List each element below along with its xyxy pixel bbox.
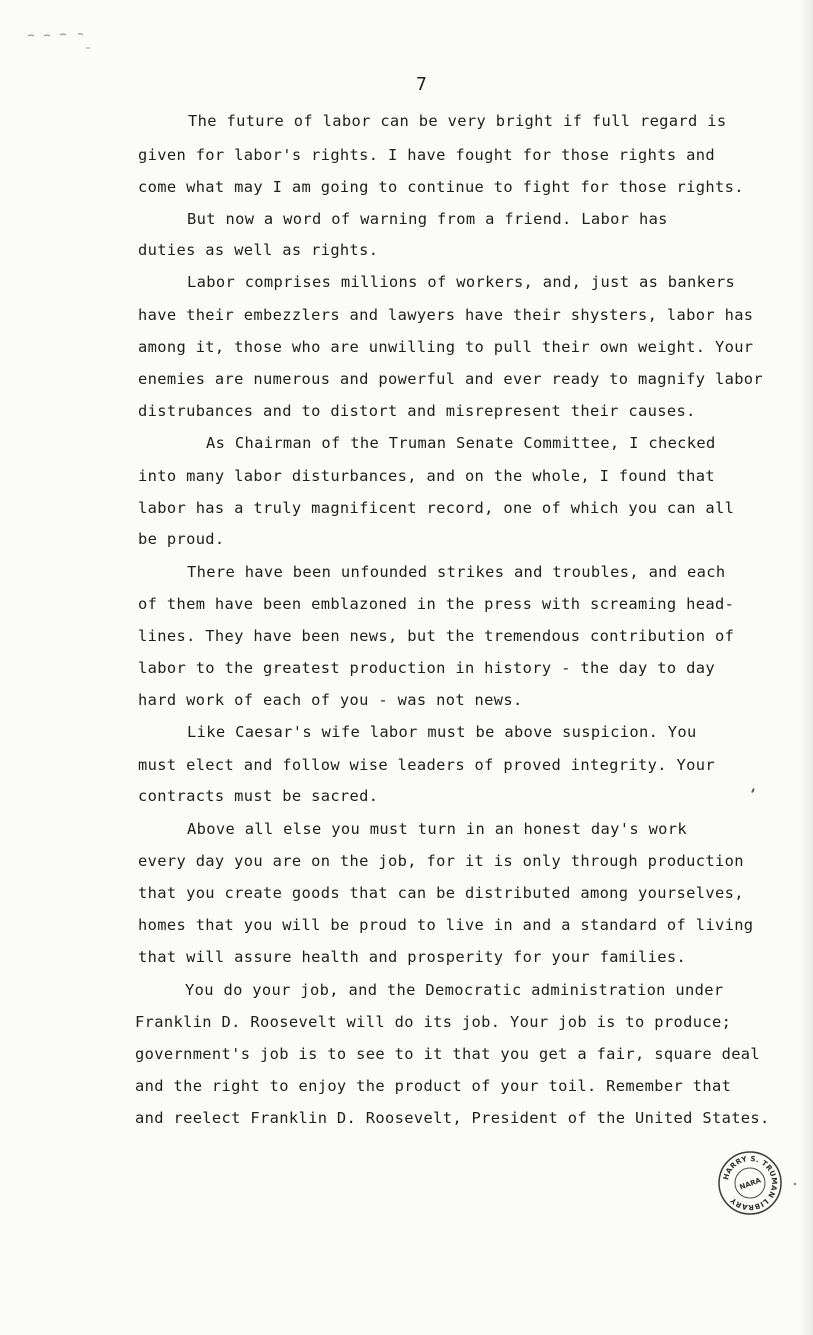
paragraph-line: that you create goods that can be distributed among yourselves, <box>138 884 744 902</box>
paragraph-line: must elect and follow wise leaders of proved integrity. Your <box>138 756 715 774</box>
paragraph-line: Above all else you must turn in an honest day's work <box>187 820 688 838</box>
paragraph-line: into many labor disturbances, and on the whole, I found that <box>138 467 715 485</box>
paragraph-line: But now a word of warning from a friend. Labor has <box>187 210 668 228</box>
paragraph-line: You do your job, and the Democratic administration under <box>185 981 724 999</box>
paragraph-line: contracts must be sacred. <box>138 787 379 805</box>
paragraph-line: homes that you will be proud to live in and a standard of living <box>138 916 754 934</box>
paragraph-line: labor has a truly magnificent record, one of which you can all <box>138 499 735 517</box>
paragraph-line: given for labor's rights. I have fought for those rights and <box>138 146 715 164</box>
library-stamp <box>717 1150 783 1216</box>
paragraph-line: government's job is to see to it that you get a fair, square deal <box>135 1045 761 1063</box>
paragraph-line: hard work of each of you - was not news. <box>138 691 523 709</box>
paragraph-line: Labor comprises millions of workers, and, just as bankers <box>187 273 736 291</box>
paragraph-line: every day you are on the job, for it is only through production <box>138 852 744 870</box>
paragraph-line: lines. They have been news, but the tremendous contribution of <box>138 627 735 645</box>
paragraph-line: Franklin D. Roosevelt will do its job. Your job is to produce; <box>135 1013 732 1031</box>
paragraph-line: come what may I am going to continue to fight for those rights. <box>138 178 744 196</box>
paragraph-line: As Chairman of the Truman Senate Committee, I checked <box>206 434 716 452</box>
paragraph-line: of them have been emblazoned in the press with screaming head- <box>138 595 735 613</box>
paragraph-line: and reelect Franklin D. Roosevelt, President of the United States. <box>135 1109 770 1127</box>
stray-mark <box>794 1183 796 1185</box>
paragraph-line: that will assure health and prosperity for your families. <box>138 948 687 966</box>
paragraph-line: be proud. <box>138 530 225 548</box>
paragraph-line: Like Caesar's wife labor must be above suspicion. You <box>187 723 697 741</box>
page-number: 7 <box>416 74 427 95</box>
paragraph-line: among it, those who are unwilling to pull their own weight. Your <box>138 338 754 356</box>
stamp-outer-text: HARRY S. TRUMAN LIBRARY <box>721 1153 780 1213</box>
stamp-inner-text: NARA <box>738 1176 763 1192</box>
paragraph-line: There have been unfounded strikes and troubles, and each <box>187 563 726 581</box>
paragraph-line: have their embezzlers and lawyers have their shysters, labor has <box>138 306 754 324</box>
paragraph-line: The future of labor can be very bright if full regard is <box>188 112 727 130</box>
paragraph-line: duties as well as rights. <box>138 241 379 259</box>
paragraph-line: distrubances and to distort and misrepresent their causes. <box>138 402 696 420</box>
paragraph-line: labor to the greatest production in history - the day to day <box>138 659 715 677</box>
paragraph-line: and the right to enjoy the product of your toil. Remember that <box>135 1077 732 1095</box>
paragraph-line: enemies are numerous and powerful and ever ready to magnify labor <box>138 370 764 388</box>
